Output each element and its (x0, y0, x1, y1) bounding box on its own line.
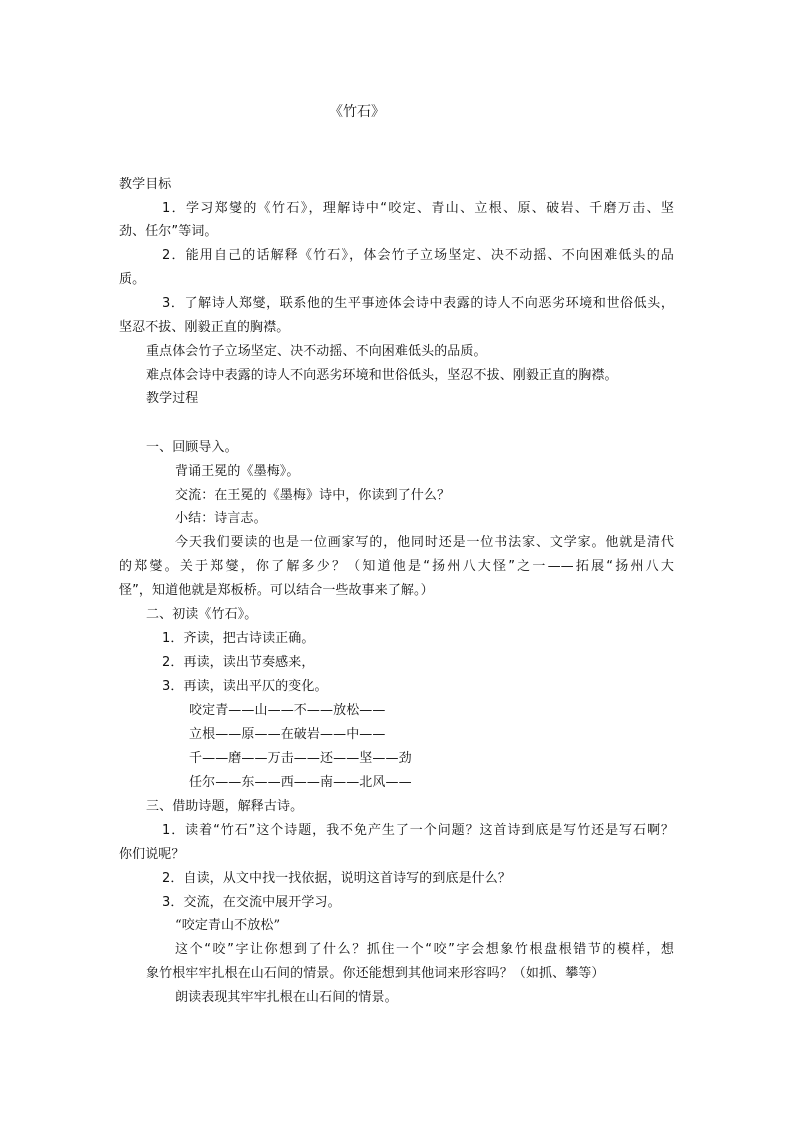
goal-3-line-2: 坚忍不拔、刚毅正直的胸襟。 (119, 320, 290, 335)
rhythm-line-4: 任尔——东——西——南——北风—— (189, 775, 412, 790)
goal-1-line-1: 1．学习郑燮的《竹石》，理解诗中“咬定、青山、立根、原、破岩、千磨万击、坚 (162, 201, 674, 216)
section-3-paragraph-line-3: 朗读表现其牢牢扎根在山石间的情景。 (175, 990, 398, 1005)
goal-1-line-2: 劲、任尔”等词。 (119, 224, 218, 239)
goal-2-line-1: 2．能用自己的话解释《竹石》，体会竹子立场坚定、决不动摇、不向困难低头的品 (162, 248, 674, 263)
goals-heading: 教学目标 (119, 177, 172, 192)
section-1-heading: 一、回顾导入。 (146, 440, 238, 455)
document-title: 《竹石》 (329, 104, 385, 120)
section-2-heading: 二、初读《竹石》。 (146, 607, 258, 622)
poem-quote: “咬定青山不放松” (175, 918, 281, 933)
section-3-item-1-line-2: 你们说呢？ (119, 847, 185, 862)
goal-3-line-1: 3．了解诗人郑燮，联系他的生平事迹体会诗中表露的诗人不向恶劣环境和世俗低头， (162, 296, 674, 311)
section-3-item-2: 2．自读，从文中找一找依据，说明这首诗写的到底是什么？ (162, 871, 511, 886)
section-3-item-1-line-1: 1．读着“竹石”这个诗题，我不免产生了一个问题？这首诗到底是写竹还是写石啊？ (162, 823, 674, 838)
rhythm-line-2: 立根——原——在破岩——中—— (189, 727, 386, 742)
rhythm-line-3: 千——磨——万击——还——坚——劲 (189, 751, 412, 766)
section-3-paragraph-line-1: 这个“咬”字让你想到了什么？抓住一个“咬”字会想象竹根盘根错节的模样，想 (175, 942, 674, 957)
section-1-paragraph-line-1: 今天我们要读的也是一位画家写的，他同时还是一位书法家、文学家。他就是清代 (175, 535, 674, 550)
section-3-heading: 三、借助诗题，解释古诗。 (146, 799, 304, 814)
section-3-paragraph-line-2: 象竹根牢牢扎根在山石间的情景。你还能想到其他词来形容吗？（如抓、攀等） (146, 966, 605, 981)
process-heading: 教学过程 (146, 391, 199, 406)
goal-2-line-2: 质。 (119, 272, 146, 287)
rhythm-line-1: 咬定青——山——不——放松—— (189, 703, 386, 718)
section-1-paragraph-line-2: 的郑燮。关于郑燮，你了解多少？（知道他是“扬州八大怪”之一——拓展“扬州八大 (119, 559, 674, 574)
difficult-point: 难点体会诗中表露的诗人不向恶劣环境和世俗低头，坚忍不拔、刚毅正直的胸襟。 (146, 368, 618, 383)
section-1-paragraph-line-3: 怪”，知道他就是郑板桥。可以结合一些故事来了解。） (119, 583, 434, 598)
section-2-item-2: 2．再读，读出节奏感来， (162, 655, 315, 670)
section-2-item-1: 1．齐读，把古诗读正确。 (162, 631, 315, 646)
section-1-line-1: 背诵王冕的《墨梅》。 (175, 464, 300, 479)
key-point: 重点体会竹子立场坚定、决不动摇、不向困难低头的品质。 (146, 344, 487, 359)
section-2-item-3: 3．再读，读出平仄的变化。 (162, 679, 328, 694)
section-1-line-3: 小结：诗言志。 (175, 511, 267, 526)
section-3-item-3: 3．交流，在交流中展开学习。 (162, 895, 341, 910)
section-1-line-2: 交流：在王冕的《墨梅》诗中，你读到了什么？ (175, 488, 451, 503)
